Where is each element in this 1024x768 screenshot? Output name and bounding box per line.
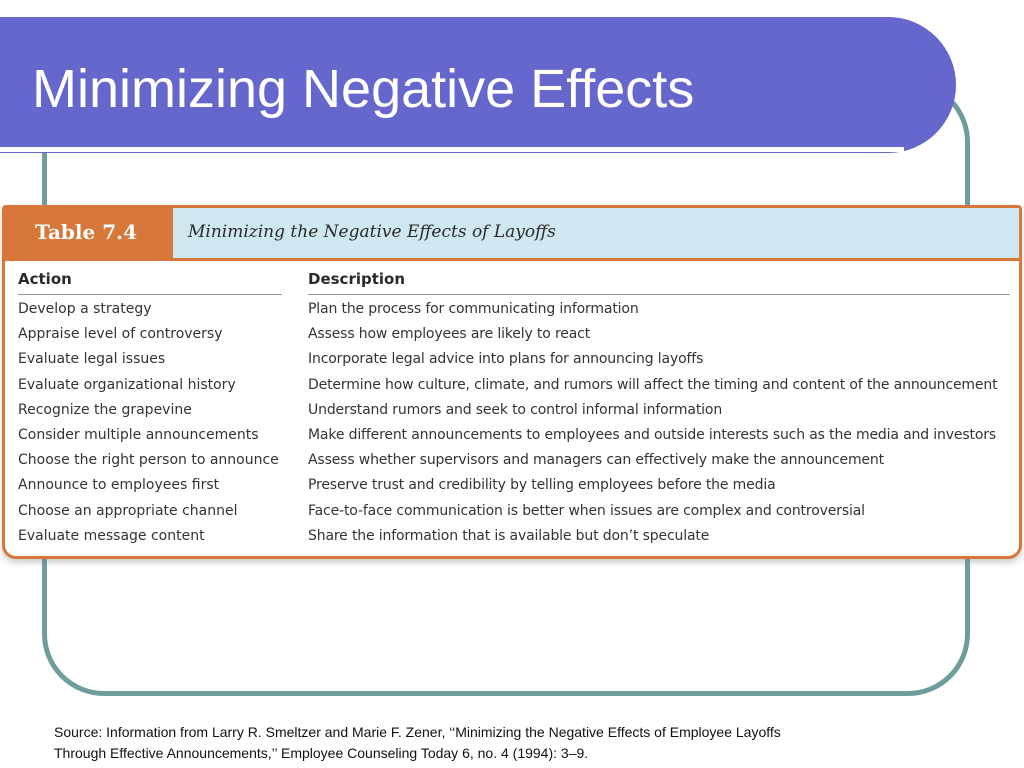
row-action: Consider multiple announcements [18, 426, 259, 443]
table-row [5, 326, 1019, 351]
slide-title: Minimizing Negative Effects [32, 59, 695, 119]
row-action: Appraise level of controversy [18, 326, 223, 343]
row-description: Understand rumors and seek to control informal information [308, 401, 723, 418]
row-action: Announce to employees first [18, 477, 220, 494]
layoffs-table [2, 205, 1022, 559]
table-caption: Minimizing the Negative Effects of Layoffs [188, 222, 556, 242]
table-row [5, 301, 1019, 326]
table-row [5, 351, 1019, 376]
row-description: Preserve trust and credibility by telling employees before the media [308, 477, 776, 494]
row-action: Recognize the grapevine [18, 401, 192, 418]
column-header-action: Action [18, 270, 72, 288]
row-action: Evaluate message content [18, 527, 205, 544]
row-action: Choose the right person to announce [18, 452, 279, 469]
row-description: Determine how culture, climate, and rumors will affect the timing and content of the announcement [308, 376, 998, 393]
table-row [5, 452, 1019, 477]
row-description: Incorporate legal advice into plans for announcing layoffs [308, 351, 704, 368]
table-header-bar [5, 208, 1019, 258]
table-row [5, 402, 1019, 427]
row-action: Evaluate legal issues [18, 351, 166, 368]
table-number-tag [5, 208, 173, 258]
row-description: Share the information that is available but don’t speculate [308, 527, 710, 544]
source-citation [54, 722, 994, 764]
row-action: Develop a strategy [18, 301, 152, 317]
row-description: Assess how employees are likely to react [308, 326, 591, 343]
table-header-divider [5, 258, 1019, 261]
table-row [5, 427, 1019, 452]
row-description: Face-to-face communication is better when issues are complex and controversial [308, 502, 865, 519]
table-row [5, 377, 1019, 402]
row-description: Assess whether supervisors and managers can effectively make the announcement [308, 452, 884, 469]
source-line-2: Through Effective Announcements,’’ Employee Counseling Today 6, no. 4 (1994): 3–9. [54, 745, 589, 761]
row-description: Make different announcements to employees and outside interests such as the media and investors [308, 426, 997, 443]
title-underline [0, 147, 904, 152]
row-action: Choose an appropriate channel [18, 502, 238, 519]
table-number: Table 7.4 [35, 220, 137, 244]
header-rule-action [18, 294, 282, 295]
row-action: Evaluate organizational history [18, 376, 236, 393]
header-rule-description [308, 294, 1010, 295]
title-banner [0, 17, 956, 153]
row-description: Plan the process for communicating information [308, 301, 639, 317]
source-line-1: Source: Information from Larry R. Smeltzer and Marie F. Zener, ‘‘Minimizing the Negative Effects of Employee Layoffs [54, 724, 781, 740]
table-row [5, 528, 1019, 553]
table-row [5, 503, 1019, 528]
table-body [5, 301, 1019, 553]
column-header-description: Description [308, 270, 406, 288]
table-row [5, 477, 1019, 502]
